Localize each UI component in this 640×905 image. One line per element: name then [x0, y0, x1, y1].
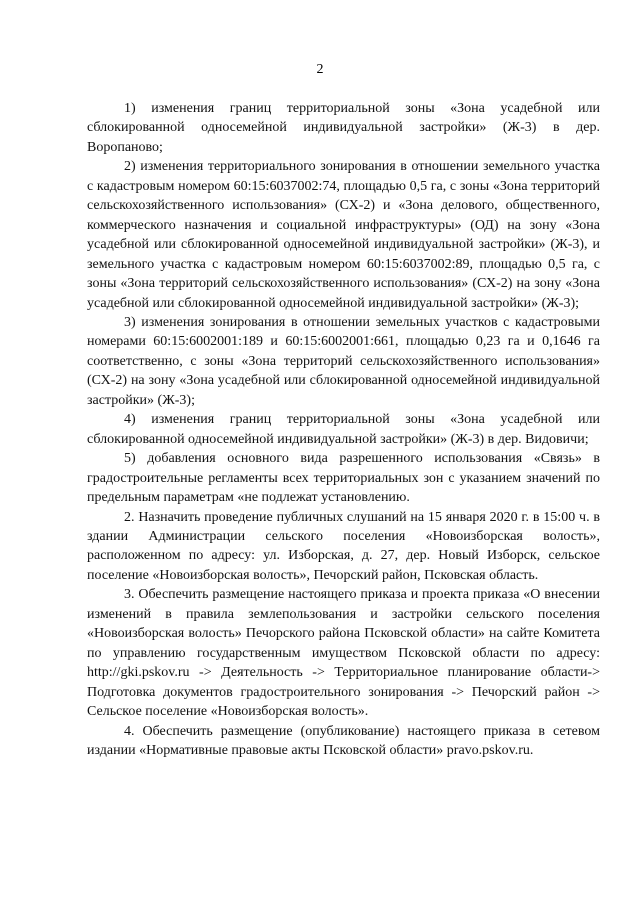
- paragraph-publication-online: 4. Обеспечить размещение (опубликование) настоящего приказа в сетевом издании «Нормативные правовые акты Псковской области» pravo.pskov.ru.: [87, 723, 600, 758]
- paragraph-publication-site: 3. Обеспечить размещение настоящего приказа и проекта приказа «О внесении изменений в правила землепользования и застройки сельского поселения «Новоизборская волость» Печорского района Псковской области» на сайте Комитета по управлению государственным имуществом Псковской области по адресу: http://gki.pskov.ru -> Деятельность -> Территориальное планирование области-> Подготовка документов градостроительного зонирования -> Печорский район -> Сельское поселение «Новоизборская волость».: [87, 587, 600, 720]
- paragraph-item-4: 4) изменения границ территориальной зоны «Зона усадебной или сблокированной односемейной индивидуальной застройки» (Ж-3) в дер. Видовичи;: [87, 412, 600, 447]
- paragraph-item-2: 2) изменения территориального зонирования в отношении земельного участка с кадастровым номером 60:15:6037002:74, площадью 0,5 га, с зоны «Зона территорий сельскохозяйственного использования» (СХ-2) и «Зона делового, общественного, коммерческого назначения и социальной инфраструктуры» (ОД) на зону «Зона усадебной или сблокированной односемейной индивидуальной застройки» (Ж-3), и земельного участка с кадастровым номером 60:15:6037002:89, площадью 0,5 га, с зоны «Зона территорий сельскохозяйственного использования» (СХ-2) на зону «Зона усадебной или сблокированной односемейной индивидуальной застройки» (Ж-3);: [87, 159, 600, 311]
- paragraph-item-3: 3) изменения зонирования в отношении земельных участков с кадастровыми номерами 60:15:6002001:189 и 60:15:6002001:661, площадью 0,23 га и 0,1646 га соответственно, с зоны «Зона территорий сельскохозяйственного использования» (СХ-2) на зону «Зона усадебной или сблокированной односемейной индивидуальной застройки» (Ж-3);: [87, 314, 600, 408]
- page-number: 2: [316, 62, 324, 77]
- document-body: [87, 99, 600, 760]
- paragraph-item-1: 1) изменения границ территориальной зоны «Зона усадебной или сблокированной односемейной индивидуальной застройки» (Ж-3) в дер. Воропаново;: [87, 101, 600, 155]
- paragraph-item-5: 5) добавления основного вида разрешенного использования «Связь» в градостроительные регламенты всех территориальных зон с указанием значений по предельным параметрам «не подлежат установлению.: [87, 451, 600, 506]
- paragraph-hearing-date: 2. Назначить проведение публичных слушаний на 15 января 2020 г. в 15:00 ч. в здании Администрации сельского поселения «Новоизборская волость», расположенном по адресу: ул. Изборская, д. 27, дер. Новый Изборск, сельское поселение «Новоизборская волость», Печорский район, Псковская область.: [87, 509, 600, 583]
